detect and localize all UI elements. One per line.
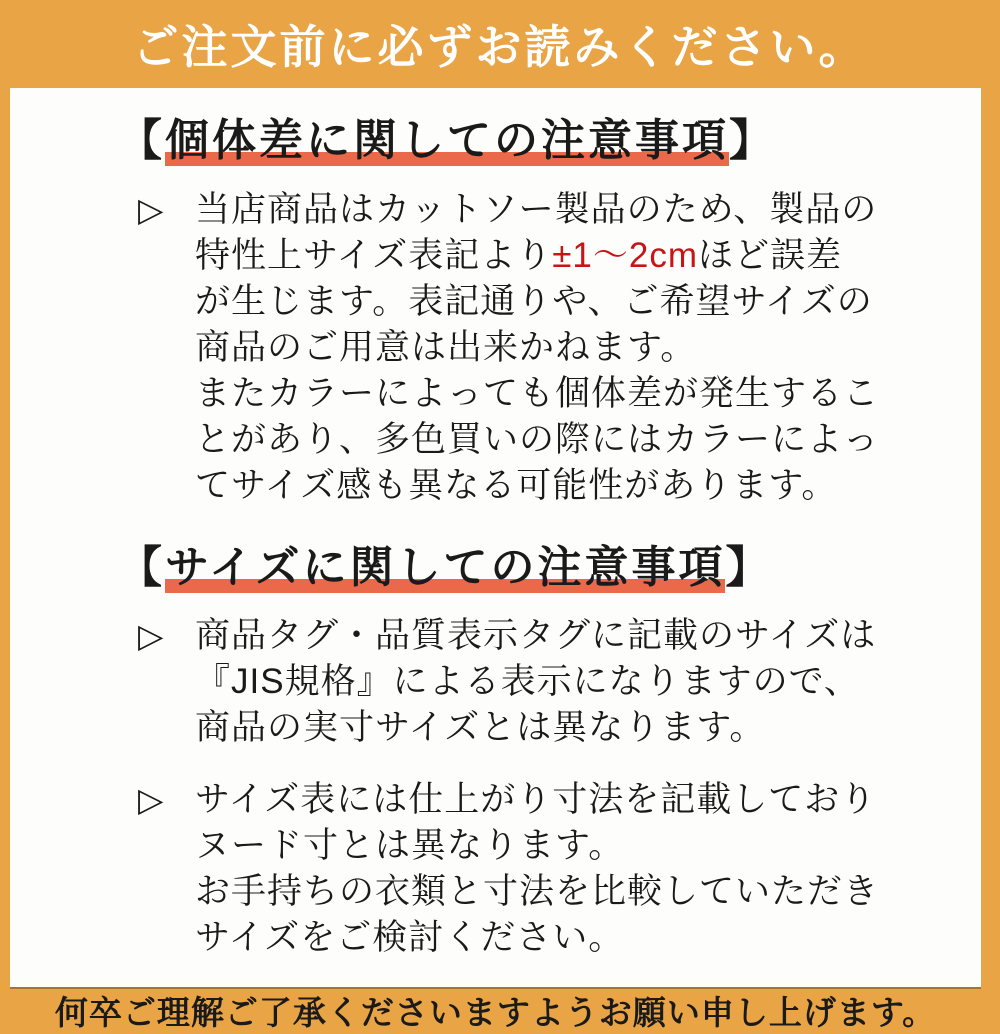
heading-underlined-text: サイズに関しての注意事項 xyxy=(165,542,726,592)
text-line xyxy=(195,233,879,279)
bullet-finished-measurement xyxy=(10,777,981,961)
bullet-individual-difference-text xyxy=(195,187,879,509)
heading-individual-difference xyxy=(10,116,981,167)
top-banner xyxy=(0,0,1000,88)
footer-apology-text: 何卒ご理解ご了承くださいますようお願い申し上げます。 xyxy=(54,994,937,1032)
bullet-finished-measurement-text xyxy=(195,777,879,961)
heading-bracket-close: 】 xyxy=(725,542,773,592)
text-line: とがあり、多色買いの際にはカラーによっ xyxy=(195,419,880,459)
notice-panel xyxy=(10,88,981,1032)
bullet-triangle-icon: ▷ xyxy=(138,190,164,228)
text-line: 『JIS規格』による表示になりますので、 xyxy=(195,662,860,702)
text-line: ヌード寸とは異なります。 xyxy=(195,826,625,866)
text-segment: 特性上サイズ表記より xyxy=(195,235,553,275)
bullet-triangle-icon: ▷ xyxy=(138,781,164,819)
text-line: 商品タグ・品質表示タグに記載のサイズは xyxy=(195,616,877,656)
text-segment: ほど誤差 xyxy=(698,235,843,275)
bullet-tag-size xyxy=(10,613,981,751)
text-line: 商品のご用意は出来かねます。 xyxy=(195,327,697,367)
text-line: サイズをご検討ください。 xyxy=(195,918,625,958)
text-line: またカラーによっても個体差が発生するこ xyxy=(195,373,880,413)
text-line: てサイズ感も異なる可能性があります。 xyxy=(195,465,838,505)
bullet-individual-difference xyxy=(10,187,981,509)
tolerance-highlight: ±1〜2cm xyxy=(552,235,698,275)
text-line: が生じます。表記通りや、ご希望サイズの xyxy=(195,281,873,321)
bullet-tag-size-text xyxy=(195,613,876,751)
text-line: お手持ちの衣類と寸法を比較していただき xyxy=(195,872,880,912)
heading-bracket-close: 】 xyxy=(729,116,776,165)
heading-bracket-open: 【 xyxy=(118,116,165,165)
heading-underlined-text: 個体差に関しての注意事項 xyxy=(165,116,729,165)
heading-size-notice xyxy=(10,543,981,594)
heading-bracket-open: 【 xyxy=(118,542,165,592)
text-line: 商品の実寸サイズとは異なります。 xyxy=(195,708,766,748)
bullet-triangle-icon: ▷ xyxy=(138,617,164,655)
text-line: 当店商品はカットソー製品のため、製品の xyxy=(195,189,878,229)
banner-title: ご注文前に必ずお読みください。 xyxy=(132,21,868,73)
text-line: サイズ表には仕上がり寸法を記載しており xyxy=(195,780,877,820)
